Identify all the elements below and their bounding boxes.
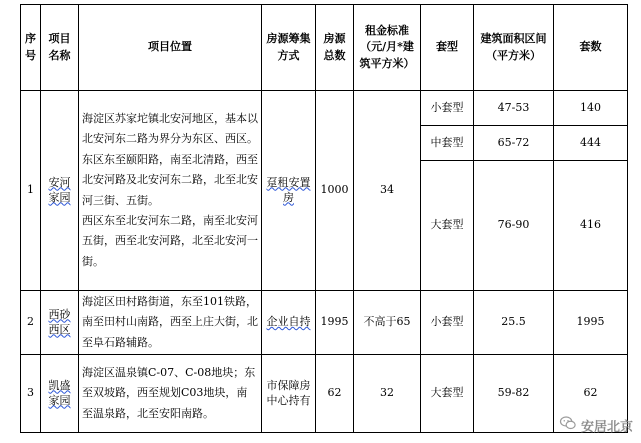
- row-rent: 不高于65: [354, 291, 421, 355]
- row-total: 1000: [316, 91, 354, 291]
- row-name: 安河家园: [41, 91, 79, 291]
- unit-count: 444: [554, 126, 628, 161]
- unit-count: 140: [554, 91, 628, 126]
- table-row: [21, 91, 628, 126]
- header-total: 房源总数: [316, 5, 354, 91]
- row-source: 企业自持: [262, 291, 316, 355]
- unit-area: 76-90: [474, 161, 554, 291]
- unit-area: 65-72: [474, 126, 554, 161]
- row-location: 海淀区苏家坨镇北安河地区，基本以北安河东二路为界分为东区、西区。 东区东至颐阳路，南至北清路，西至北安河路及北安河东二路，北至北安河三街、五街。 西区东至北安河东二路，南至北安河五街，西至北安河路，北至北安河一街。: [79, 91, 262, 291]
- unit-type: 中套型: [421, 126, 474, 161]
- wechat-icon: [559, 414, 577, 436]
- unit-count: 1995: [554, 291, 628, 355]
- row-location: 海淀区温泉镇C-07、C-08地块；东至双坡路，西至规划C03地块，南至温泉路，北至安阳南路。: [79, 355, 262, 433]
- header-area: 建筑面积区间（平方米）: [474, 5, 554, 91]
- unit-area: 47-53: [474, 91, 554, 126]
- header-no: 序号: [21, 5, 41, 91]
- table-row: [21, 355, 628, 433]
- unit-type: 小套型: [421, 291, 474, 355]
- table-row: [21, 291, 628, 355]
- header-location: 项目位置: [79, 5, 262, 91]
- row-location: 海淀区田村路街道，东至101铁路，南至田村山南路，西至上庄大街，北至阜石路辅路。: [79, 291, 262, 355]
- unit-type: 大套型: [421, 355, 474, 433]
- row-no: 1: [21, 91, 41, 291]
- row-source: 趸租安置房: [262, 91, 316, 291]
- unit-area: 25.5: [474, 291, 554, 355]
- header-name: 项目名称: [41, 5, 79, 91]
- row-name: 凯盛家园: [41, 355, 79, 433]
- header-row: [21, 5, 628, 91]
- row-rent: 34: [354, 91, 421, 291]
- unit-count: 416: [554, 161, 628, 291]
- row-rent: 32: [354, 355, 421, 433]
- header-type: 套型: [421, 5, 474, 91]
- watermark-text: 安居北京: [580, 419, 633, 435]
- header-source: 房源筹集方式: [262, 5, 316, 91]
- row-name: 西砂西区: [41, 291, 79, 355]
- header-count: 套数: [554, 5, 628, 91]
- housing-table: [20, 4, 628, 433]
- row-no: 3: [21, 355, 41, 433]
- row-no: 2: [21, 291, 41, 355]
- unit-type: 大套型: [421, 161, 474, 291]
- watermark: [559, 414, 633, 436]
- row-total: 62: [316, 355, 354, 433]
- row-total: 1995: [316, 291, 354, 355]
- header-rent: 租金标准（元/月*建筑平方米）: [354, 5, 421, 91]
- row-source: 市保障房中心持有: [262, 355, 316, 433]
- unit-count: 62: [554, 355, 628, 433]
- unit-area: 59-82: [474, 355, 554, 433]
- unit-type: 小套型: [421, 91, 474, 126]
